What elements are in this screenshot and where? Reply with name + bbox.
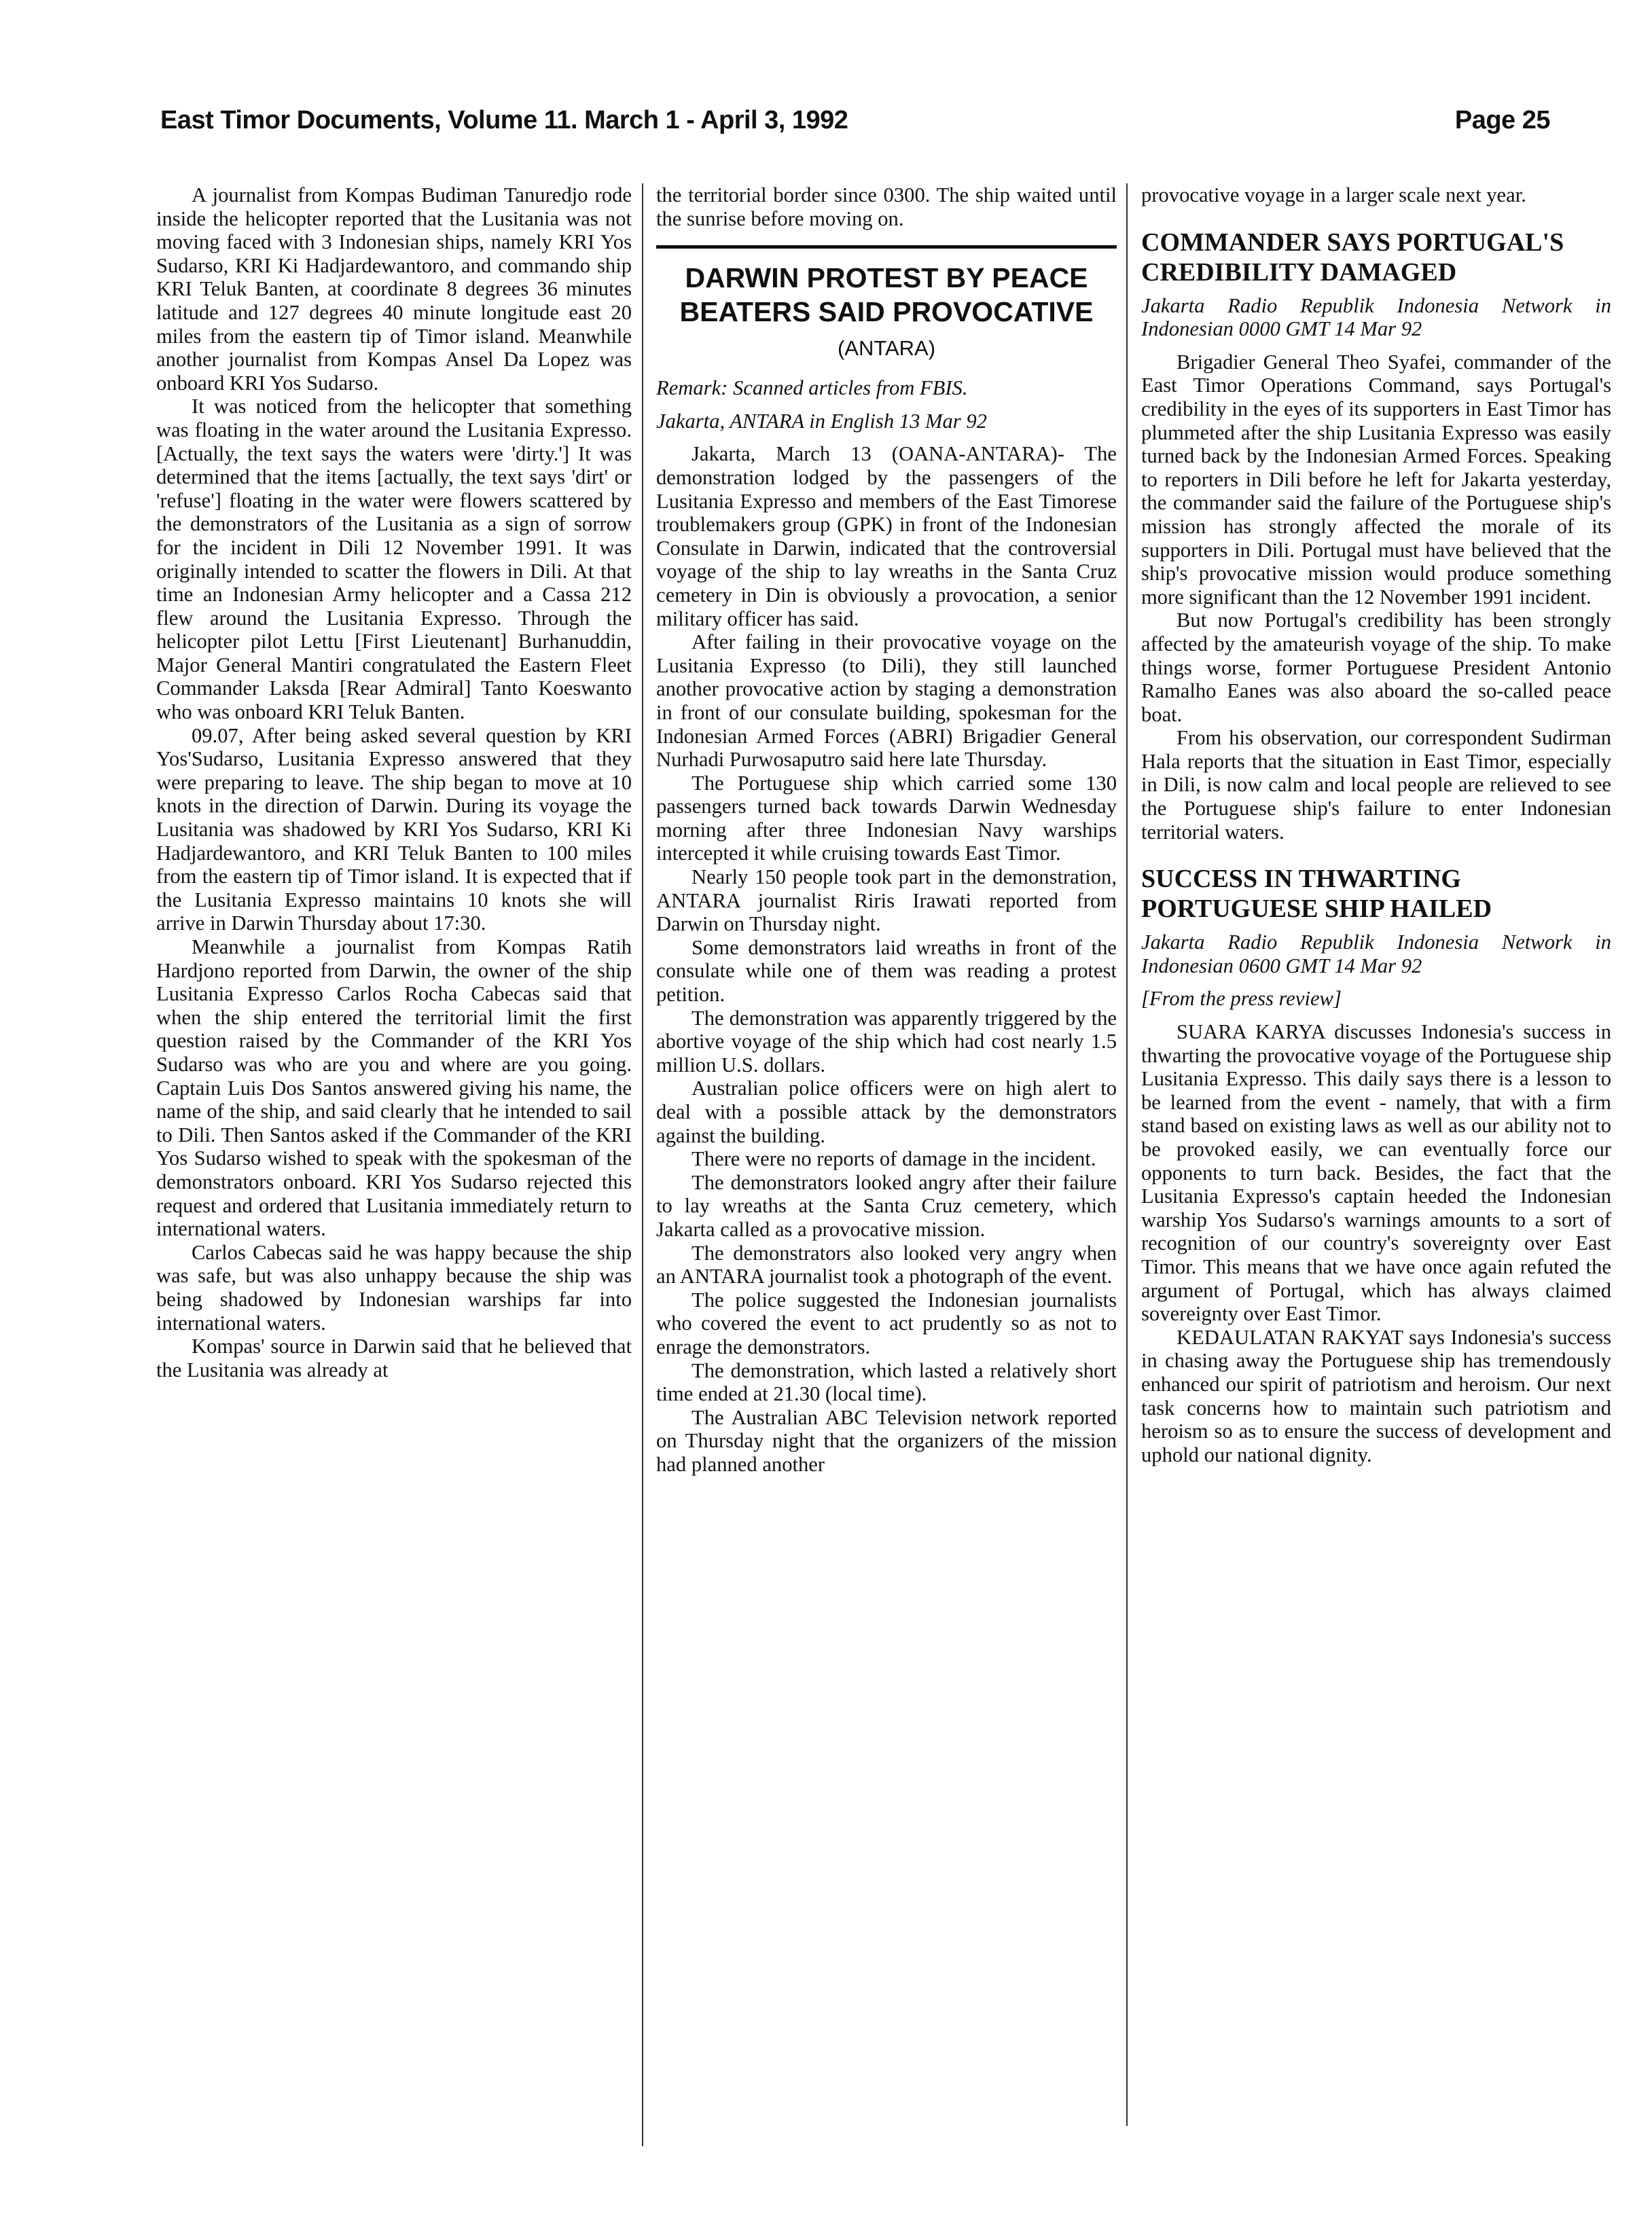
paragraph: 09.07, After being asked several question by KRI Yos'Sudarso, Lusitania Expresso answered that they were preparing to leave. The ship began to move at 10 knots in the direction of Darwin. During its voyage the Lusitania was shadowed by KRI Yos Sudarso, KRI Ki Hadjardewantoro, and KRI Teluk Banten to 100 miles from the eastern tip of Timor island. It is expected that if the Lusitania Expresso maintains 10 knots she will arrive in Darwin Thursday about 17:30.	[156, 723, 632, 935]
paragraph: From his observation, our correspondent Sudirman Hala reports that the situation in East Timor, especially in Dili, is now calm and local people are relieved to see the Portuguese ship's failure to enter Indonesian territorial waters.	[1141, 726, 1611, 844]
paragraph: SUARA KARYA discusses Indonesia's success in thwarting the provocative voyage of the Portuguese ship Lusitania Expresso. This daily says there is a lesson to be learned from the event - namely, that with a firm stand based on existing laws as well as our ability not to be provoked easily, we can eventually force our opponents to turn back. Besides, the fact that the Lusitania Expresso's captain heeded the Indonesian warship Yos Sudarso's warnings amounts to a sort of recognition of our country's sovereignty over East Timor. This means that we have once again refuted the argument of Portugal, which has always claimed sovereignty over East Timor.	[1141, 1020, 1611, 1326]
header-publication: East Timor Documents, Volume 11. March 1 - April 3, 1992	[160, 106, 848, 134]
paragraph: Jakarta, March 13 (OANA-ANTARA)- The demonstration lodged by the passengers of the Lusitania Expresso and members of the East Timorese troublemakers group (GPK) in front of the Indonesian Consulate in Darwin, indicated that the controversial voyage of the ship to lay wreaths in the Santa Cruz cemetery in Din is obviously a provocation, a senior military officer has said.	[656, 442, 1117, 630]
paragraph: Meanwhile a journalist from Kompas Ratih Hardjono reported from Darwin, the owner of the ship Lusitania Expresso Carlos Rocha Cabecas said that when the ship entered the territorial limit the first question raised by the Commander of the KRI Yos Sudarso was who are you and where are you going. Captain Luis Dos Santos answered giving his name, the name of the ship, and said clearly that he intended to sail to Dili. Then Santos asked if the Commander of the KRI Yos Sudarso wished to speak with the spokesman of the demonstrators onboard. KRI Yos Sudarso rejected this request and ordered that Lusitania immediately return to international waters.	[156, 935, 632, 1241]
paragraph: The police suggested the Indonesian journalists who covered the event to act prudently so as not to enrage the demonstrators.	[656, 1288, 1117, 1358]
paragraph: Some demonstrators laid wreaths in front of the consulate while one of them was reading a protest petition.	[656, 935, 1117, 1007]
article-note: [From the press review]	[1141, 987, 1342, 1011]
paragraph: It was noticed from the helicopter that something was floating in the water around the Lusitania Expresso. [Actually, the text says the waters were 'dirty.'] It was determined that the items [actually, the text says 'dirt' or 'refuse'] floating in the water were flowers scattered by the demonstrators of the Lusitania as a sign of sorrow for the incident in Dili 12 November 1991. It was originally intended to scatter the flowers in Dili. At that time an Indonesian Army helicopter and a Cassa 212 flew around the Lusitania Expresso. Through the helicopter pilot Lettu [First Lieutenant] Burhanuddin, Major General Mantiri congratulated the Eastern Fleet Commander Laksda [Rear Admiral] Tanto Koeswanto who was onboard KRI Teluk Banten.	[156, 395, 632, 724]
paragraph: The demonstrators looked angry after their failure to lay wreaths at the Santa Cruz cemetery, which Jakarta called as a provocative mission.	[656, 1170, 1117, 1241]
paragraph: KEDAULATAN RAKYAT says Indonesia's success in chasing away the Portuguese ship has tremendously enhanced our spirit of patriotism and heroism. Our next task concerns how to maintain such patriotism and heroism so as to ensure the success of development and uphold our national dignity.	[1141, 1325, 1611, 1466]
article-headline: COMMANDER SAYS PORTUGAL'S CREDIBILITY DAMAGED	[1141, 228, 1564, 287]
paragraph: Brigadier General Theo Syafei, commander of the East Timor Operations Command, says Portugal's credibility in the eyes of its supporters in East Timor has plummeted after the ship Lusitania Expresso was easily turned back by the Indonesian Armed Forces. Speaking to reporters in Dili before he left for Jakarta yesterday, the commander said the failure of the Portuguese ship's mission has strongly affected the morale of its supporters in Dili. Portugal must have believed that the ship's provocative mission would produce something more significant than the 12 November 1991 incident.	[1141, 350, 1611, 609]
paragraph: But now Portugal's credibility has been strongly affected by the amateurish voyage of the ship. To make things worse, former Portuguese President Antonio Ramalho Eanes was also aboard the so-called peace boat.	[1141, 609, 1611, 726]
article-source: Jakarta Radio Republik Indonesia Network in Indonesian 0000 GMT 14 Mar 92	[1141, 293, 1611, 341]
column-2	[656, 183, 1117, 1477]
paragraph: The demonstrators also looked very angry when an ANTARA journalist took a photograph of the event.	[656, 1241, 1117, 1288]
headline-text: DARWIN PROTEST BY PEACE BEATERS SAID PROVOCATIVE	[679, 262, 1094, 328]
article-remark: Remark: Scanned articles from FBIS.	[656, 376, 968, 400]
paragraph: Carlos Cabecas said he was happy because the ship was safe, but was also unhappy because the ship was being shadowed by Indonesian warships far into international waters.	[156, 1240, 632, 1335]
article-source: Jakarta Radio Republik Indonesia Network in Indonesian 0600 GMT 14 Mar 92	[1141, 931, 1611, 977]
continued-paragraph: provocative voyage in a larger scale next year.	[1141, 183, 1526, 206]
paragraph: A journalist from Kompas Budiman Tanuredjo rode inside the helicopter reported that the Lusitania was not moving faced with 3 Indonesian ships, namely KRI Yos Sudarso, KRI Ki Hadjardewantoro, and commando ship KRI Teluk Banten, at coordinate 8 degrees 36 minutes latitude and 127 degrees 40 minute longitude east 20 miles from the eastern tip of Timor island. Meanwhile another journalist from Kompas Ansel Da Lopez was onboard KRI Yos Sudarso.	[156, 183, 632, 395]
headline-source: (ANTARA)	[837, 336, 936, 361]
paragraph: The Australian ABC Television network reported on Thursday night that the organizers of the mission had planned another	[656, 1405, 1117, 1476]
continued-paragraph: the territorial border since 0300. The ship waited until the sunrise before moving on.	[656, 183, 1117, 230]
column-3	[1141, 183, 1611, 1466]
article-headline	[656, 261, 1117, 365]
column-divider-1	[642, 183, 643, 2146]
paragraph: The demonstration was apparently triggered by the abortive voyage of the ship which had cost nearly 1.5 million U.S. dollars.	[656, 1006, 1117, 1077]
article-dateline: Jakarta, ANTARA in English 13 Mar 92	[656, 409, 987, 433]
paragraph: After failing in their provocative voyage on the Lusitania Expresso (to Dili), they still launched another provocative action by staging a demonstration in front of our consulate building, spokesman for the Indonesian Armed Forces (ABRI) Brigadier General Nurhadi Purwosaputro said here late Thursday.	[656, 630, 1117, 772]
paragraph: Kompas' source in Darwin said that he believed that the Lusitania was already at	[156, 1335, 632, 1382]
paragraph: The demonstration, which lasted a relatively short time ended at 21.30 (local time).	[656, 1358, 1117, 1406]
section-rule	[656, 245, 1117, 249]
running-header	[160, 106, 1550, 135]
column-divider-2	[1126, 183, 1128, 2126]
column-1	[156, 183, 632, 1382]
paragraph: There were no reports of damage in the incident.	[692, 1147, 1096, 1171]
paragraph: Australian police officers were on high alert to deal with a possible attack by the demonstrators against the building.	[656, 1077, 1117, 1147]
paragraph: The Portuguese ship which carried some 130 passengers turned back towards Darwin Wednesday morning after three Indonesian Navy warships intercepted it while cruising towards East Timor.	[656, 771, 1117, 865]
article-headline: SUCCESS IN THWARTING PORTUGUESE SHIP HAILED	[1141, 865, 1492, 924]
paragraph: Nearly 150 people took part in the demonstration, ANTARA journalist Riris Irawati reported from Darwin on Thursday night.	[656, 865, 1117, 936]
header-page-number: Page 25	[1454, 106, 1550, 134]
